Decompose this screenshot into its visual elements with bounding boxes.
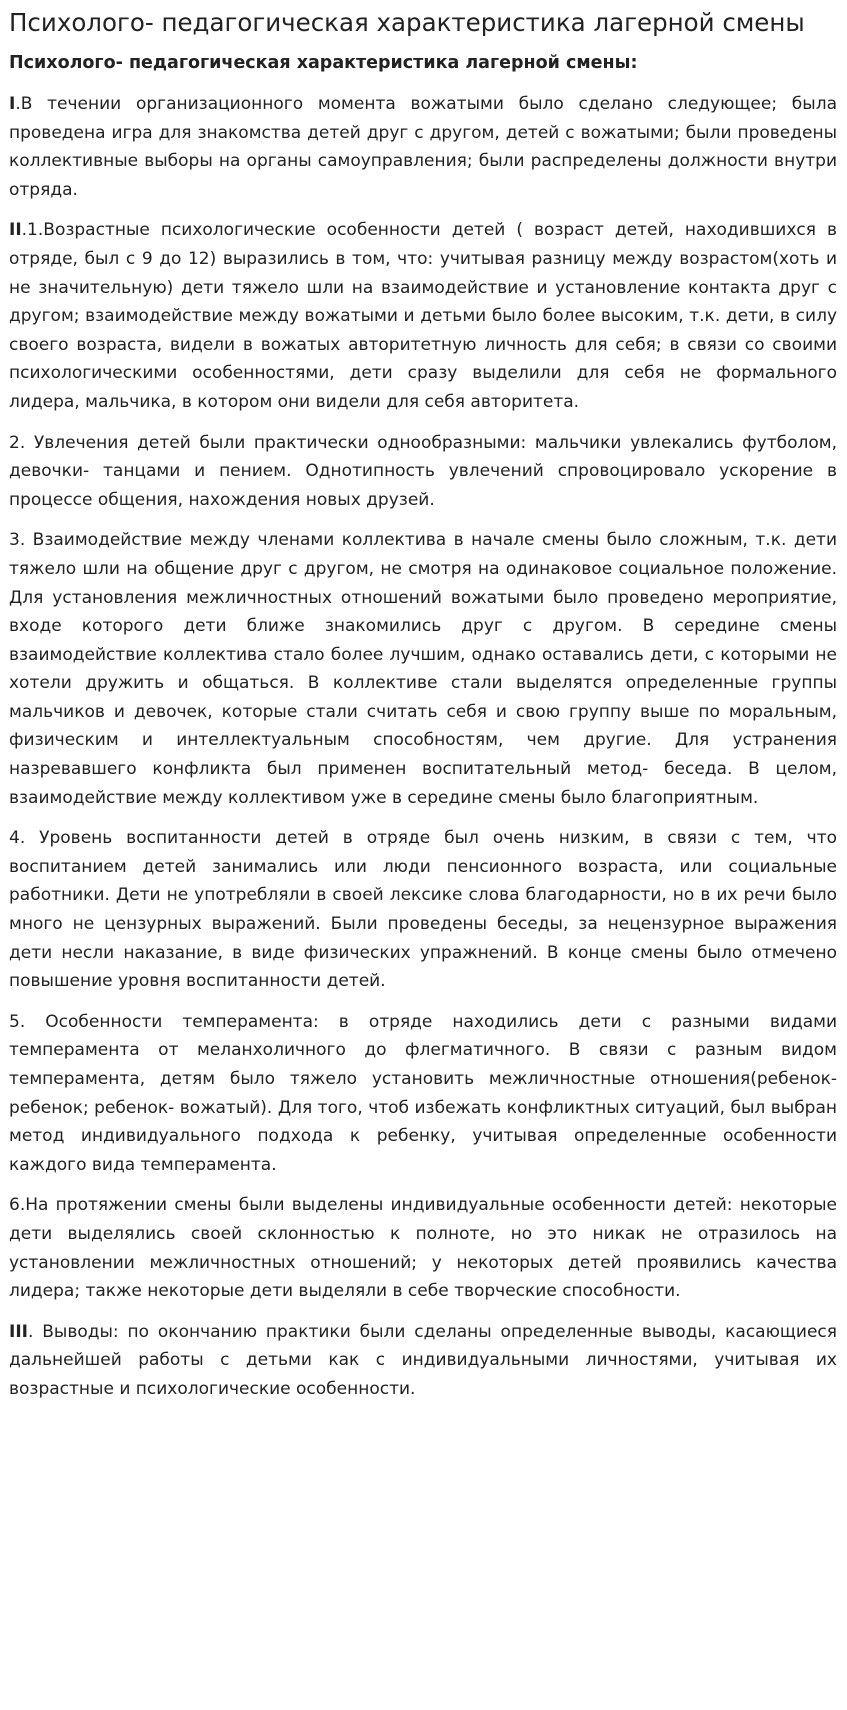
document-subtitle: Психолого- педагогическая характеристика лагерной смены: [9,53,638,73]
paragraph-text: . Выводы: по окончанию практики были сделаны определенные выводы, касающиеся дальнейшей работы с детьми как с индивидуальными личностями, учитывая их возрастные и психологические особенности. [9,1321,837,1399]
paragraph-text: 6.На протяжении смены были выделены индивидуальные особенности детей: некоторые дети выделялись своей склонностью к полноте, но это никак не отразилось на установлении межличностных отношений; у некоторых детей проявились качества лидера; также некоторые дети выделяли в себе творческие способности. [9,1195,837,1302]
paragraph-organizational-moment [9,90,837,204]
paragraph-text: .В течении организационного момента вожатыми было сделано следующее; была проведена игра для знакомства детей друг с другом, детей с вожатыми; были проведены коллективные выборы на органы самоуправления; были распределены должности внутри отряда. [9,94,837,200]
section-marker: III [9,1321,28,1342]
paragraph-individual-features [9,1191,837,1305]
paragraph-temperament [9,1008,837,1180]
paragraph-age-features [9,216,837,416]
section-marker: II [9,220,22,241]
paragraph-text: 5. Особенности темперамента: в отряде находились дети с разными видами темперамента от меланхоличного до флегматичного. В связи с разным видом темперамента, детям было тяжело установить межличностные отношения(ребенок- ребенок; ребенок- вожатый). Для того, чтоб избежать конфликтных ситуаций, был выбран метод индивидуального подхода к ребенку, учитывая определенные особенности каждого вида темперамента. [9,1011,837,1175]
paragraph-hobbies [9,429,837,515]
paragraph-text: .1.Возрастные психологические особенности детей ( возраст детей, находившихся в отряде, был с 9 до 12) выразились в том, что: учитывая разницу между возрастом(хоть и не значительную) дети тяжело шли на взаимодействие и установление контакта друг с другом; взаимодействие между вожатыми и детьми было более высоким, т.к. дети, в силу своего возраста, видели в вожатых авторитетную личность для себя; в связи со своими психологическими особенностями, дети сразу выделили для себя не формального лидера, мальчика, в котором они видели для себя авторитета. [9,220,837,412]
paragraph-upbringing-level [9,824,837,996]
document-body [9,90,837,1404]
section-marker: I [9,94,16,114]
paragraph-interaction [9,526,837,812]
paragraph-text: 3. Взаимодействие между членами коллектива в начале смены было сложным, т.к. дети тяжело шли на общение друг с другом, не смотря на одинаковое социальное положение. Для установления межличностных отношений вожатыми было проведено мероприятие, входе которого дети ближе знакомились друг с другом. В середине смены взаимодействие коллектива стало более лучшим, однако оставались дети, с которыми не хотели дружить и общаться. В коллективе стали выделятся определенные группы мальчиков и девочек, которые стали считать себя и свою группу выше по моральным, физическим и интеллектуальным способностям, чем другие. Для устранения назревавшего конфликта был применен воспитательный метод- беседа. В целом, взаимодействие между коллективом уже в середине смены было благоприятным. [9,530,837,808]
paragraph-conclusions [9,1318,837,1404]
document-title: Психолого- педагогическая характеристика лагерной смены [9,8,805,37]
paragraph-text: 2. Увлечения детей были практически однообразными: мальчики увлекались футболом, девочки- танцами и пением. Однотипность увлечений спровоцировало ускорение в процессе общения, нахождения новых друзей. [9,432,837,510]
paragraph-text: 4. Уровень воспитанности детей в отряде был очень низким, в связи с тем, что воспитанием детей занимались или люди пенсионного возраста, или социальные работники. Дети не употребляли в своей лексике слова благодарности, но в их речи было много не цензурных выражений. Были проведены беседы, за нецензурное выражения дети несли наказание, в виде физических упражнений. В конце смены было отмечено повышение уровня воспитанности детей. [9,828,837,992]
